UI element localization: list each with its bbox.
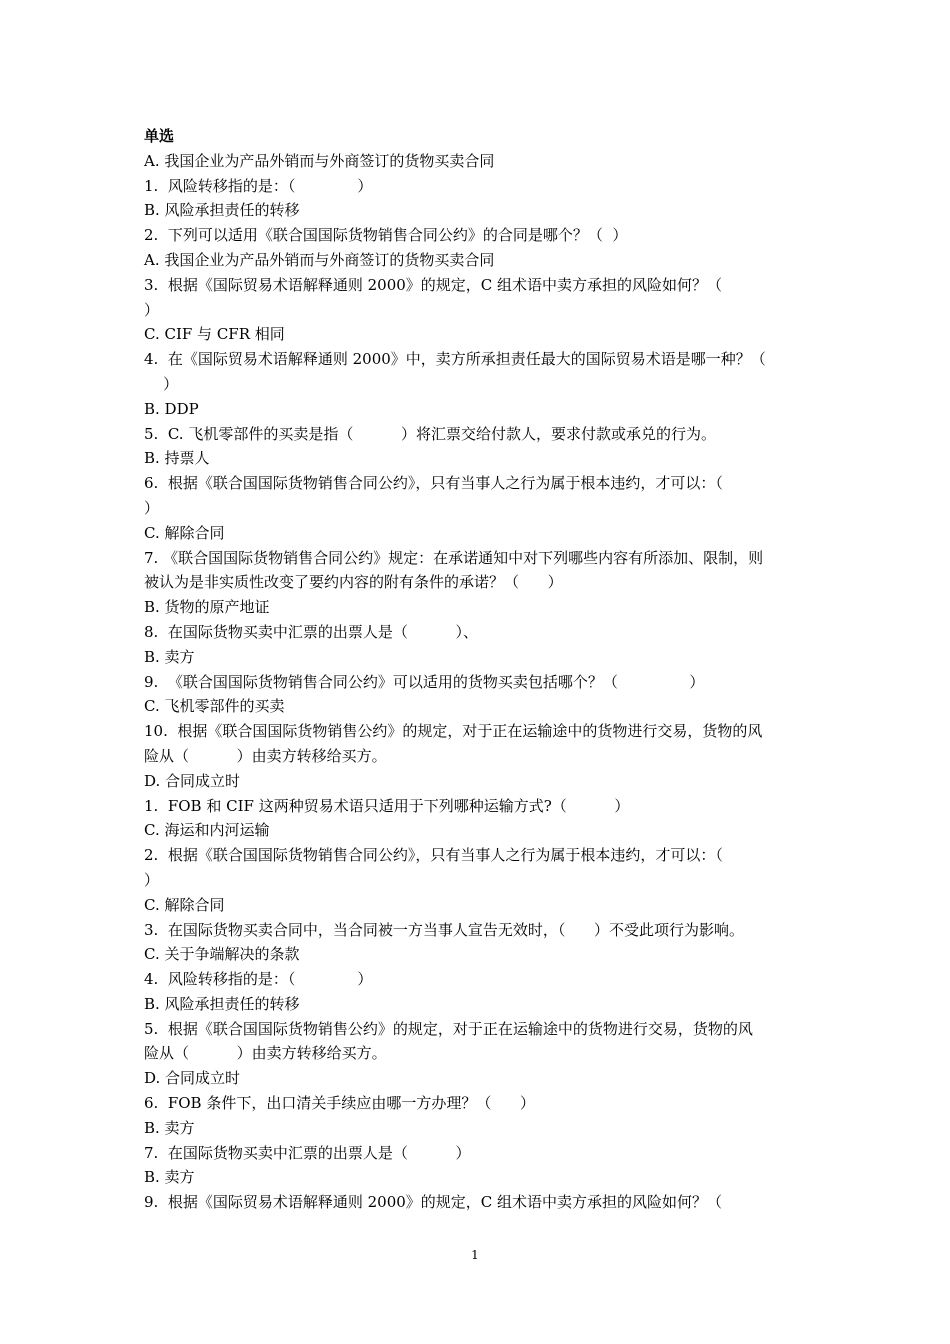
answer-line: D. 合同成立时	[144, 1069, 241, 1088]
question-line: 1. FOB 和 CIF 这两种贸易术语只适用于下列哪种运输方式?（ ）	[144, 796, 630, 815]
question-line-continuation: ）	[144, 300, 160, 319]
answer-line: B. DDP	[144, 399, 199, 418]
answer-line: C. 飞机零部件的买卖	[144, 697, 285, 716]
answer-line: B. 持票人	[144, 449, 210, 468]
question-line-continuation: 险从（ ）由卖方转移给买方。	[144, 746, 387, 765]
document-body	[144, 124, 814, 1215]
question-line: 4. 在《国际贸易术语解释通则 2000》中，卖方所承担责任最大的国际贸易术语是哪一种？（	[144, 350, 766, 369]
question-line-continuation: ）	[144, 498, 160, 517]
answer-line: B. 风险承担责任的转移	[144, 994, 300, 1013]
answer-line: C. 关于争端解决的条款	[144, 945, 300, 964]
answer-line: A. 我国企业为产品外销而与外商签订的货物买卖合同	[144, 250, 495, 269]
question-line: 2. 根据《联合国国际货物销售合同公约》，只有当事人之行为属于根本违约，才可以：（	[144, 846, 723, 865]
question-line: 6. FOB 条件下，出口清关手续应由哪一方办理？（ ）	[144, 1094, 535, 1113]
question-line: 1. 风险转移指的是：（ ）	[144, 176, 373, 195]
answer-line: B. 货物的原产地证	[144, 598, 270, 617]
question-line: 3. 根据《国际贸易术语解释通则 2000》的规定，C 组术语中卖方承担的风险如何？（	[144, 275, 723, 294]
question-line: 5. 根据《联合国国际货物销售公约》的规定，对于正在运输途中的货物进行交易，货物的风	[144, 1019, 753, 1038]
answer-line: B. 卖方	[144, 647, 195, 666]
question-line-continuation: 险从（ ）由卖方转移给买方。	[144, 1044, 387, 1063]
answer-line: B. 风险承担责任的转移	[144, 201, 300, 220]
answer-line: B. 卖方	[144, 1168, 195, 1187]
question-line-continuation: 被认为是非实质性改变了要约内容的附有条件的承诺？（ ）	[144, 573, 563, 592]
question-line: 3. 在国际货物买卖合同中，当合同被一方当事人宣告无效时，（ ）不受此项行为影响。	[144, 920, 744, 939]
question-line: 5. C. 飞机零部件的买卖是指（ ）将汇票交给付款人，要求付款或承兑的行为。	[144, 424, 717, 443]
question-line: 2. 下列可以适用《联合国国际货物销售合同公约》的合同是哪个？（ ）	[144, 226, 628, 245]
answer-line: A. 我国企业为产品外销而与外商签订的货物买卖合同	[144, 151, 495, 170]
answer-line: C. CIF 与 CFR 相同	[144, 325, 285, 344]
answer-line: C. 解除合同	[144, 523, 225, 542]
page-number: 1	[471, 1248, 479, 1262]
question-line-continuation: ）	[144, 870, 160, 889]
question-line: 9. 根据《国际贸易术语解释通则 2000》的规定，C 组术语中卖方承担的风险如何？（	[144, 1193, 723, 1212]
answer-line: C. 解除合同	[144, 895, 225, 914]
section-heading: 单选	[144, 127, 175, 145]
question-line: 7. 在国际货物买卖中汇票的出票人是（ ）	[144, 1143, 471, 1162]
answer-line: B. 卖方	[144, 1118, 195, 1137]
question-line: 4. 风险转移指的是：（ ）	[144, 970, 373, 989]
question-line: 6. 根据《联合国国际货物销售合同公约》，只有当事人之行为属于根本违约，才可以：（	[144, 474, 723, 493]
question-line: 7. 《联合国国际货物销售合同公约》规定：在承诺通知中对下列哪些内容有所添加、限制，则	[144, 548, 764, 567]
question-line: 9. 《联合国国际货物销售合同公约》可以适用的货物买卖包括哪个？（ ）	[144, 672, 705, 691]
question-line: 10. 根据《联合国国际货物销售公约》的规定，对于正在运输途中的货物进行交易，货物的风	[144, 722, 763, 741]
answer-line: C. 海运和内河运输	[144, 821, 270, 840]
question-line-continuation: ）	[144, 374, 179, 393]
answer-line: D. 合同成立时	[144, 771, 241, 790]
question-line: 8. 在国际货物买卖中汇票的出票人是（ ）、	[144, 622, 479, 641]
